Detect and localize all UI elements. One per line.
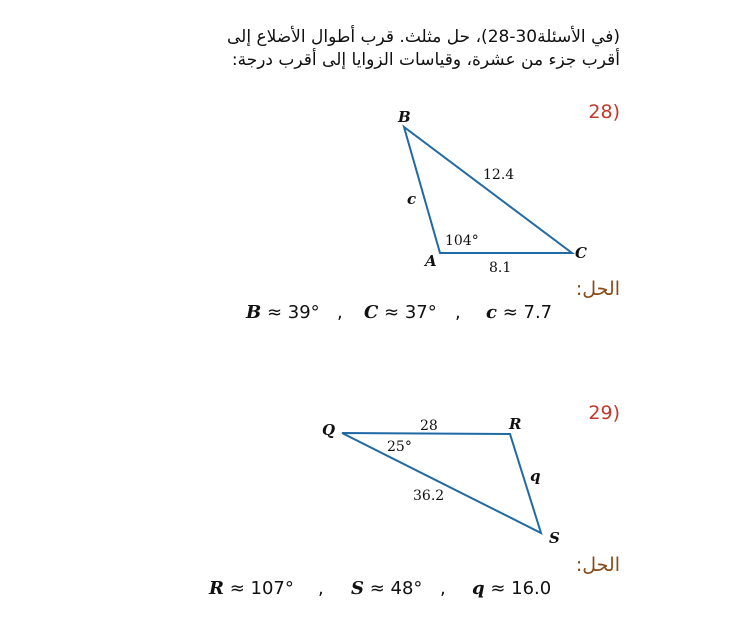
answer-var: c bbox=[486, 302, 497, 323]
problem-number-28: 28) bbox=[588, 101, 620, 123]
triangle-qrs bbox=[342, 433, 541, 533]
answer-value: ≈ 16.0 bbox=[484, 578, 552, 599]
vertex-q: Q bbox=[322, 421, 336, 439]
answer-29-sep-1: , bbox=[318, 578, 324, 599]
answer-28-c-side bbox=[486, 302, 552, 323]
answer-var: S bbox=[351, 578, 364, 599]
instruction-line-2: أقرب جزء من عشرة، وقياسات الزوايا إلى أقرب درجة: bbox=[231, 50, 620, 70]
answer-value: ≈ 39° bbox=[261, 302, 320, 323]
answer-29-s bbox=[351, 578, 422, 599]
answer-var: B bbox=[246, 302, 262, 323]
solution-label-28: الحل: bbox=[575, 278, 620, 300]
answer-var: q bbox=[472, 578, 485, 599]
answer-28-b bbox=[246, 302, 320, 323]
answer-var: C bbox=[364, 302, 379, 323]
vertex-a: A bbox=[425, 252, 437, 270]
vertex-r: R bbox=[509, 415, 522, 433]
answer-29-q bbox=[472, 578, 551, 599]
side-bc-label: 12.4 bbox=[483, 167, 515, 183]
vertex-b: B bbox=[398, 108, 411, 126]
answer-29-sep-2: , bbox=[440, 578, 446, 599]
solution-label-29: الحل: bbox=[575, 554, 620, 576]
side-ab-label: c bbox=[407, 190, 417, 208]
answer-value: ≈ 107° bbox=[223, 578, 294, 599]
problem-number-29: 29) bbox=[588, 402, 620, 424]
vertex-c: C bbox=[575, 244, 587, 262]
side-qr-label: 28 bbox=[420, 418, 438, 434]
answer-value: ≈ 37° bbox=[378, 302, 437, 323]
answer-28-c-angle bbox=[364, 302, 437, 323]
side-qs-label: 36.2 bbox=[413, 488, 445, 504]
answer-value: ≈ 48° bbox=[364, 578, 423, 599]
side-rs-label: q bbox=[530, 467, 541, 485]
vertex-s: S bbox=[549, 529, 560, 547]
answer-value: ≈ 7.7 bbox=[496, 302, 553, 323]
answer-28-sep-1: , bbox=[337, 302, 343, 323]
answer-29-r bbox=[209, 578, 294, 599]
answer-var: R bbox=[209, 578, 224, 599]
angle-a-label: 104° bbox=[445, 233, 479, 249]
triangle-abc bbox=[404, 127, 572, 253]
side-ac-label: 8.1 bbox=[489, 260, 512, 276]
instruction-line-1: (في الأسئلة30-28)، حل مثلث. قرب أطوال الأضلاع إلى bbox=[226, 27, 620, 47]
angle-q-label: 25° bbox=[387, 439, 412, 455]
answer-28-sep-2: , bbox=[455, 302, 461, 323]
